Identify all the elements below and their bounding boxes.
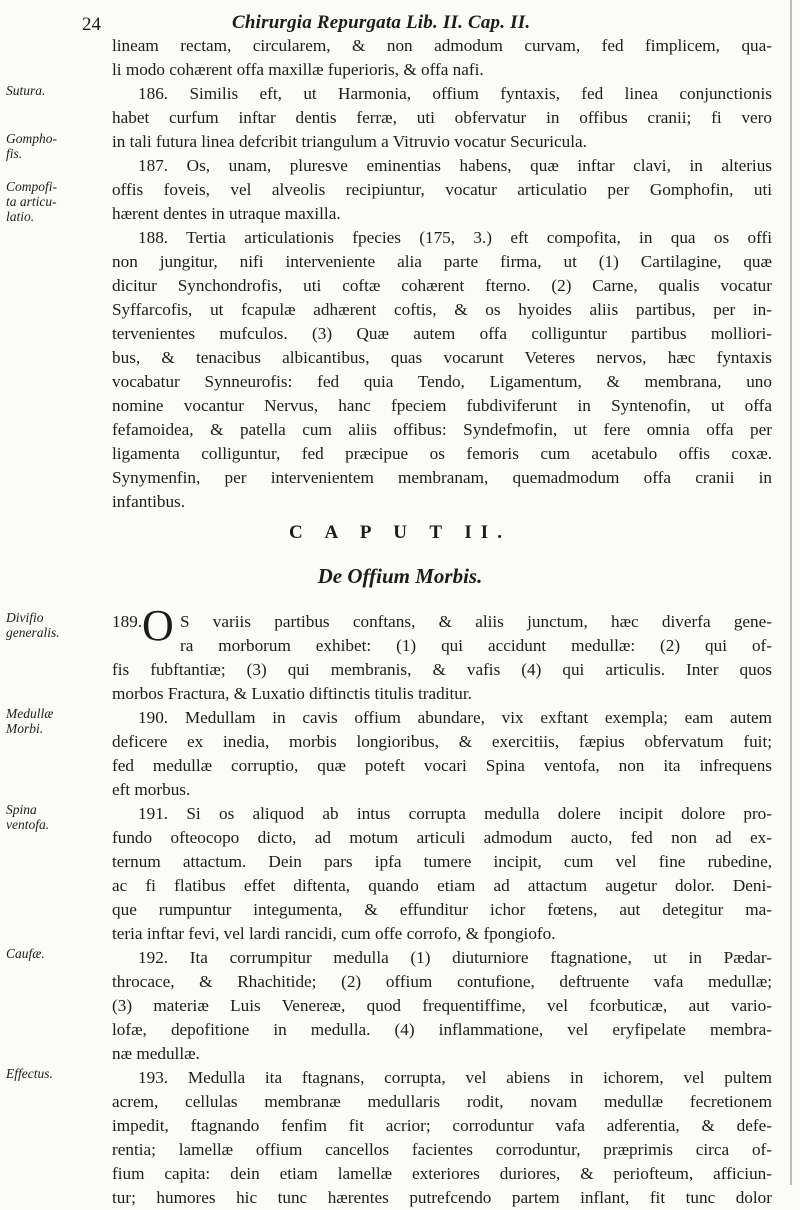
margin-note-causae: Caufæ. bbox=[6, 946, 45, 961]
text-line: eft morbus. bbox=[112, 780, 191, 799]
text-line: tur; humores hic tunc hærentes putrefcendo partem inflant, fit tunc dolor bbox=[112, 1188, 772, 1207]
text-line: bus, & tenacibus albicantibus, quas vocarunt Veteres nervos, hæc fyntaxis bbox=[112, 348, 772, 367]
margin-note-line: Compofi- bbox=[6, 179, 58, 194]
text-line: 192. Ita corrumpitur medulla (1) diuturniore ftagnatione, ut in Pædar- bbox=[138, 948, 772, 967]
margin-note-composita bbox=[6, 179, 106, 224]
text-line: nomine vocantur Nervus, hanc fpeciem fubdiviferunt in Syntenofin, ut offa bbox=[112, 396, 772, 415]
text-line: in tali futura linea defcribit triangulum a Vitruvio vocatur Securicula. bbox=[112, 132, 587, 151]
margin-note-line: Medullæ bbox=[6, 706, 54, 721]
text-line: infantibus. bbox=[112, 492, 186, 511]
text-line: 193. Medulla ita ftagnans, corrupta, vel abiens in ichorem, vel pultem bbox=[138, 1068, 772, 1087]
text-line: Syffarcofis, ut fcapulæ adhærent coftis, & os hyoides aliis partibus, per in- bbox=[112, 300, 772, 319]
margin-note-line: Spina bbox=[6, 802, 37, 817]
text-line: rentia; lamellæ offium cancellos facientes corroduntur, præprimis circa of- bbox=[112, 1140, 772, 1159]
text-line: teria inftar fevi, vel lardi rancidi, cum offe corrofo, & fpongiofo. bbox=[112, 924, 556, 943]
page-number: 24 bbox=[82, 14, 101, 35]
paragraph-number: 189. bbox=[112, 612, 143, 631]
margin-note-line: ventofa. bbox=[6, 817, 50, 832]
margin-note-effectus: Effectus. bbox=[6, 1066, 53, 1081]
drop-cap: O bbox=[142, 601, 174, 650]
text-line: hærent dentes in utraque maxilla. bbox=[112, 204, 341, 223]
text-line: 186. Similis eft, ut Harmonia, offium fyntaxis, fed linea conjunctionis bbox=[138, 84, 772, 103]
text-line: throcace, & Rhachitide; (2) offium contufione, deftruente vafa medullæ; bbox=[112, 972, 772, 991]
text-line: (3) materiæ Luis Venereæ, quod frequentiffime, vel fcorbuticæ, aut vario- bbox=[112, 996, 772, 1015]
text-line: lofæ, depofitione in medulla. (4) inflammatione, vel eryfipelate membra- bbox=[112, 1020, 772, 1039]
text-line: li modo cohærent offa maxillæ fuperioris, & offa nafi. bbox=[112, 60, 484, 79]
text-line: lineam rectam, circularem, & non admodum curvam, fed fimplicem, qua- bbox=[112, 36, 772, 55]
margin-note-line: fis. bbox=[6, 146, 23, 161]
margin-note-spina bbox=[6, 802, 106, 832]
margin-note-line: ta articu- bbox=[6, 194, 57, 209]
text-line: ternum attactum. Dein pars ipfa tumere incipit, cum vel fine rubedine, bbox=[112, 852, 772, 871]
text-line: næ medullæ. bbox=[112, 1044, 200, 1063]
text-line: ra morborum exhibet: (1) qui accidunt medullæ: (2) qui of- bbox=[180, 636, 772, 655]
text-line: deficere ex inedia, morbis longioribus, & exercitiis, fæpius obfervatum fuit; bbox=[112, 732, 772, 751]
running-title: Chirurgia Repurgata Lib. II. Cap. II. bbox=[232, 12, 531, 33]
chapter-subtitle: De Offium Morbis. bbox=[317, 564, 483, 588]
margin-note-line: Morbi. bbox=[6, 721, 44, 736]
margin-note-divisio bbox=[6, 610, 106, 640]
text-line: habet curfum inftar dentis ferræ, uti obfervatur in offibus cranii; fi vero bbox=[112, 108, 772, 127]
text-line: vocabatur Synneurofis: fed quia Tendo, Ligamentum, & membrana, uno bbox=[112, 372, 772, 391]
text-line: dicitur Synchondrofis, uti coftæ cohærent fterno. (2) Carne, qualis vocatur bbox=[112, 276, 772, 295]
margin-note-gomphosis bbox=[6, 131, 106, 161]
text-line: impedit, ftagnando fenfim fit acrior; corroduntur vafa adferentia, & defe- bbox=[112, 1116, 772, 1135]
text-line: 191. Si os aliquod ab intus corrupta medulla dolere incipit dolore pro- bbox=[138, 804, 772, 823]
text-line: 188. Tertia articulationis fpecies (175, 3.) eft compofita, in qua os offi bbox=[138, 228, 772, 247]
margin-note-line: Divifio bbox=[6, 610, 44, 625]
margin-note-line: Gompho- bbox=[6, 131, 57, 146]
text-line: offis foveis, vel alveolis recipiuntur, vocatur articulatio per Gomphofin, uti bbox=[112, 180, 772, 199]
margin-note-sutura: Sutura. bbox=[6, 83, 46, 98]
text-line: S variis partibus conftans, & aliis junctum, hæc diverfa gene- bbox=[180, 612, 772, 631]
page-header bbox=[82, 8, 782, 36]
text-line: morbos Fractura, & Luxatio diftinctis titulis traditur. bbox=[112, 684, 472, 703]
text-line: 187. Os, unam, pluresve eminentias habens, quæ inftar clavi, in alterius bbox=[138, 156, 772, 175]
text-line: fefamoidea, & patella cum aliis offibus: Syndefmofin, ut fere omnia offa per bbox=[112, 420, 772, 439]
margin-note-line: generalis. bbox=[6, 625, 60, 640]
text-line: fis fubftantiæ; (3) qui membranis, & vafis (4) qui articulis. Inter quos bbox=[112, 660, 772, 679]
chapter-title: C A P U T II. bbox=[289, 522, 511, 543]
text-line: non jungitur, nifi interveniente alia parte firma, ut (1) Cartilagine, quæ bbox=[112, 252, 772, 271]
margin-note-medullae bbox=[6, 706, 106, 736]
text-line: que rumpuntur integumenta, & effunditur ichor fœtens, aut detegitur ma- bbox=[112, 900, 772, 919]
text-line: Synymenfin, per intervenientem membranam, quemadmodum offa cranii in bbox=[112, 468, 772, 487]
text-line: acrem, cellulas membranæ medullaris rodit, novam medullæ fecretionem bbox=[112, 1092, 772, 1111]
text-line: fium capita: dein etiam lamellæ exteriores duriores, & periofteum, afficiun- bbox=[112, 1164, 772, 1183]
text-line: fundo ofteocopo dicto, ad motum articuli admodum aucto, fed non ad ex- bbox=[112, 828, 772, 847]
text-line: tervenientes mufculos. (3) Quæ autem offa colliguntur partibus molliori- bbox=[112, 324, 772, 343]
text-line: ligamenta colliguntur, fed præcipue os femoris cum acetabulo offis coxæ. bbox=[112, 444, 772, 463]
text-line: ac fi flatibus effet diftenta, quando etiam ad attactum augetur dolor. Deni- bbox=[112, 876, 772, 895]
text-line: 190. Medullam in cavis offium abundare, vix exftant exempla; eam autem bbox=[138, 708, 772, 727]
text-line: fed medullæ corruptio, quæ poteft vocari Spina ventofa, non ita infrequens bbox=[112, 756, 772, 775]
page-edge-rule bbox=[790, 0, 792, 1185]
margin-note-line: latio. bbox=[6, 209, 35, 224]
